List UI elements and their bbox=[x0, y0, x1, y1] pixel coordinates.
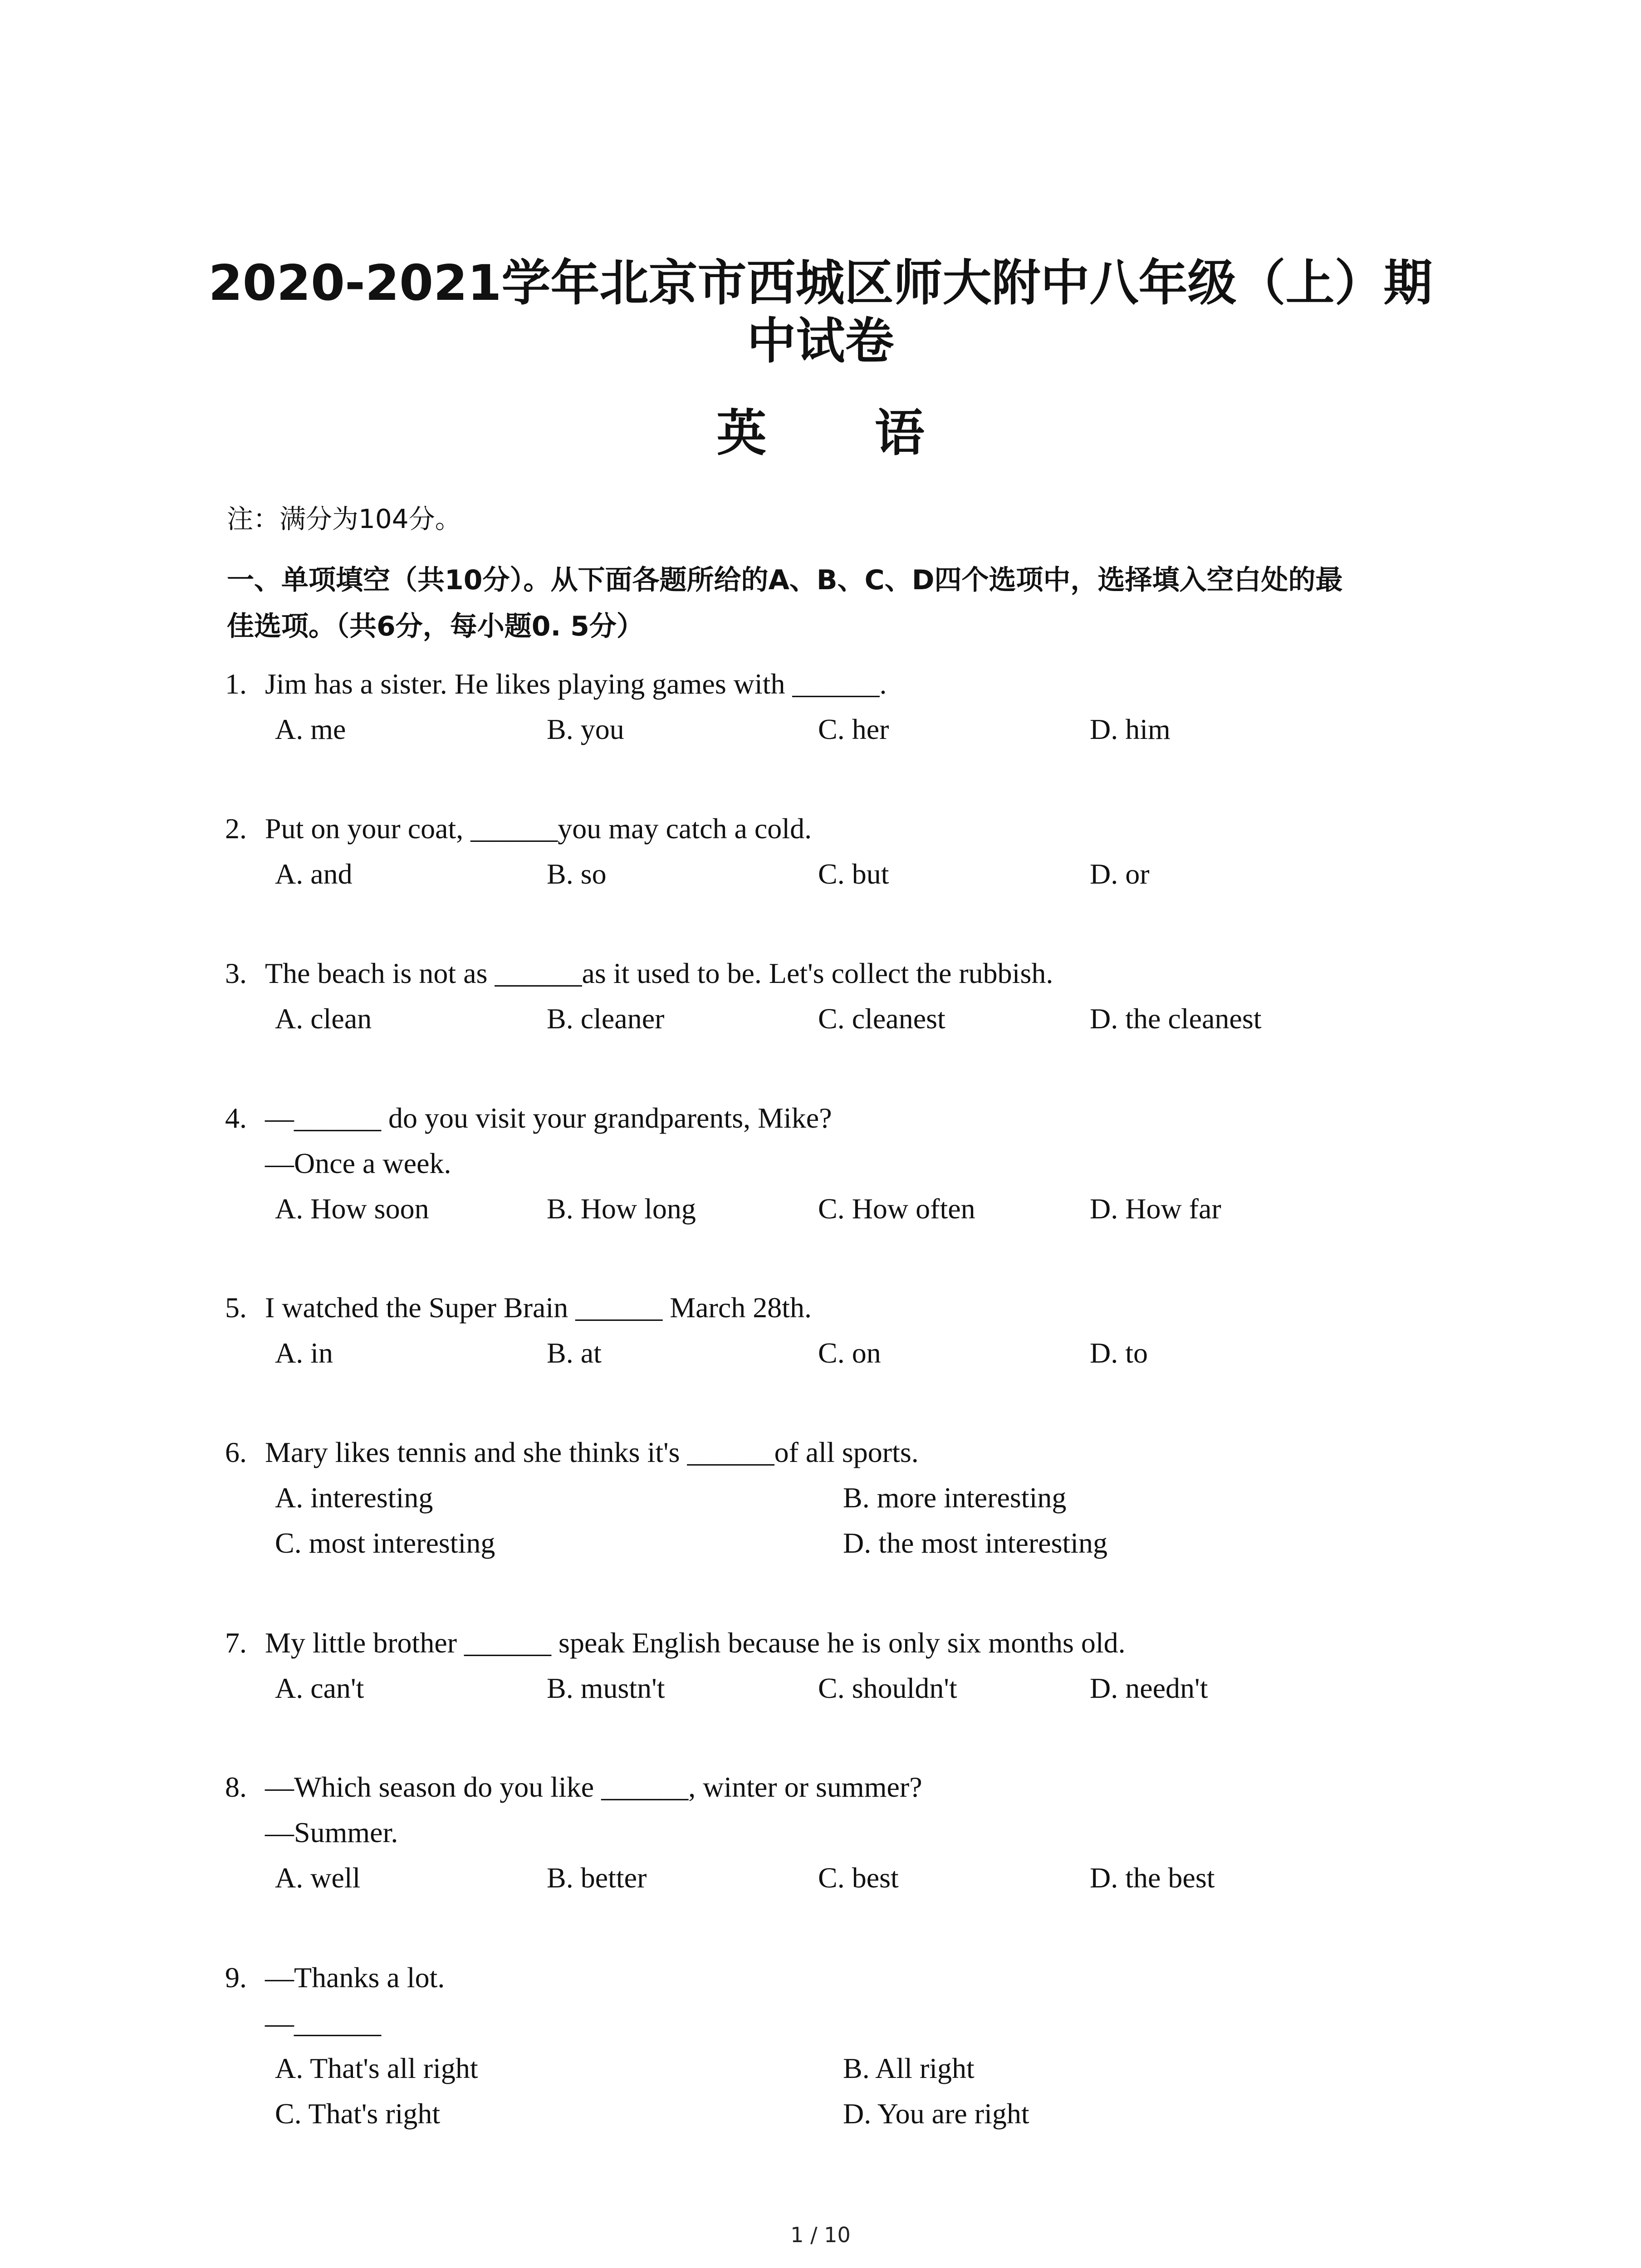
option-d[interactable]: D. to bbox=[1090, 1337, 1148, 1369]
option-c[interactable]: C. How often bbox=[818, 1193, 975, 1225]
option-c[interactable]: C. but bbox=[818, 858, 889, 890]
question-9 bbox=[0, 1960, 1641, 2150]
question-stem: The beach is not as ______as it used to be. Let's collect the rubbish. bbox=[265, 957, 1053, 989]
question-stem: My little brother ______ speak English because he is only six months old. bbox=[265, 1627, 1126, 1659]
option-c[interactable]: C. most interesting bbox=[275, 1527, 495, 1559]
question-number: 3. bbox=[225, 957, 247, 989]
question-number: 8. bbox=[225, 1771, 247, 1803]
option-a[interactable]: A. in bbox=[275, 1337, 333, 1369]
question-response-line: —Summer. bbox=[265, 1816, 398, 1848]
option-c[interactable]: C. shouldn't bbox=[818, 1672, 957, 1704]
option-a[interactable]: A. and bbox=[275, 858, 353, 890]
question-number: 1. bbox=[225, 668, 247, 700]
question-number: 6. bbox=[225, 1436, 247, 1468]
question-number: 7. bbox=[225, 1627, 247, 1659]
option-b[interactable]: B. How long bbox=[547, 1193, 696, 1225]
option-a[interactable]: A. well bbox=[275, 1862, 361, 1894]
question-number: 4. bbox=[225, 1102, 247, 1134]
option-c[interactable]: C. on bbox=[818, 1337, 881, 1369]
option-d[interactable]: D. the most interesting bbox=[843, 1527, 1108, 1559]
option-c[interactable]: C. best bbox=[818, 1862, 899, 1894]
option-a[interactable]: A. How soon bbox=[275, 1193, 429, 1225]
score-note: 注：满分为104分。 bbox=[227, 503, 461, 534]
exam-title-line2: 中试卷 bbox=[747, 313, 894, 370]
option-d[interactable]: D. or bbox=[1090, 858, 1150, 890]
option-b[interactable]: B. you bbox=[547, 713, 624, 745]
question-number: 5. bbox=[225, 1291, 247, 1324]
question-response-line: —______ bbox=[265, 2007, 381, 2039]
question-stem: Put on your coat, ______you may catch a cold. bbox=[265, 812, 812, 845]
option-d[interactable]: D. You are right bbox=[843, 2097, 1029, 2130]
exam-title-line1: 2020-2021学年北京市西城区师大附中八年级（上）期 bbox=[208, 255, 1433, 312]
option-b[interactable]: B. at bbox=[547, 1337, 602, 1369]
question-stem: Jim has a sister. He likes playing games with ______. bbox=[265, 668, 887, 700]
question-4 bbox=[0, 1100, 1641, 1281]
option-c[interactable]: C. her bbox=[818, 713, 889, 745]
option-d[interactable]: D. needn't bbox=[1090, 1672, 1208, 1704]
question-response-line: —Once a week. bbox=[265, 1147, 451, 1179]
option-a[interactable]: A. can't bbox=[275, 1672, 364, 1704]
option-a[interactable]: A. clean bbox=[275, 1002, 372, 1035]
option-d[interactable]: D. him bbox=[1090, 713, 1171, 745]
option-b[interactable]: B. better bbox=[547, 1862, 647, 1894]
option-c[interactable]: C. That's right bbox=[275, 2097, 441, 2130]
option-b[interactable]: B. more interesting bbox=[843, 1481, 1067, 1514]
option-c[interactable]: C. cleanest bbox=[818, 1002, 945, 1035]
option-d[interactable]: D. How far bbox=[1090, 1193, 1221, 1225]
option-b[interactable]: B. cleaner bbox=[547, 1002, 665, 1035]
section-heading-line2: 佳选项。（共6分，每小题0. 5分） bbox=[227, 611, 644, 642]
option-b[interactable]: B. All right bbox=[843, 2052, 975, 2084]
question-8 bbox=[0, 1769, 1641, 1950]
question-number: 2. bbox=[225, 812, 247, 845]
option-d[interactable]: D. the cleanest bbox=[1090, 1002, 1262, 1035]
question-stem: —______ do you visit your grandparents, Mike? bbox=[265, 1102, 832, 1134]
option-a[interactable]: A. me bbox=[275, 713, 346, 745]
option-d[interactable]: D. the best bbox=[1090, 1862, 1215, 1894]
question-stem: I watched the Super Brain ______ March 28th. bbox=[265, 1291, 812, 1324]
question-6 bbox=[0, 1434, 1641, 1616]
section-heading-line1: 一、单项填空（共10分）。从下面各题所给的A、B、C、D四个选项中，选择填入空白处的最 bbox=[227, 564, 1343, 596]
question-stem: —Which season do you like ______, winter or summer? bbox=[265, 1771, 922, 1803]
question-number: 9. bbox=[225, 1961, 247, 1994]
page-number: 1 / 10 bbox=[790, 2223, 851, 2247]
question-stem: —Thanks a lot. bbox=[265, 1961, 445, 1994]
option-a[interactable]: A. That's all right bbox=[275, 2052, 478, 2084]
option-b[interactable]: B. so bbox=[547, 858, 607, 890]
subject-heading: 英 语 bbox=[716, 404, 970, 462]
question-stem: Mary likes tennis and she thinks it's ______of all sports. bbox=[265, 1436, 919, 1468]
option-a[interactable]: A. interesting bbox=[275, 1481, 433, 1514]
option-b[interactable]: B. mustn't bbox=[547, 1672, 665, 1704]
